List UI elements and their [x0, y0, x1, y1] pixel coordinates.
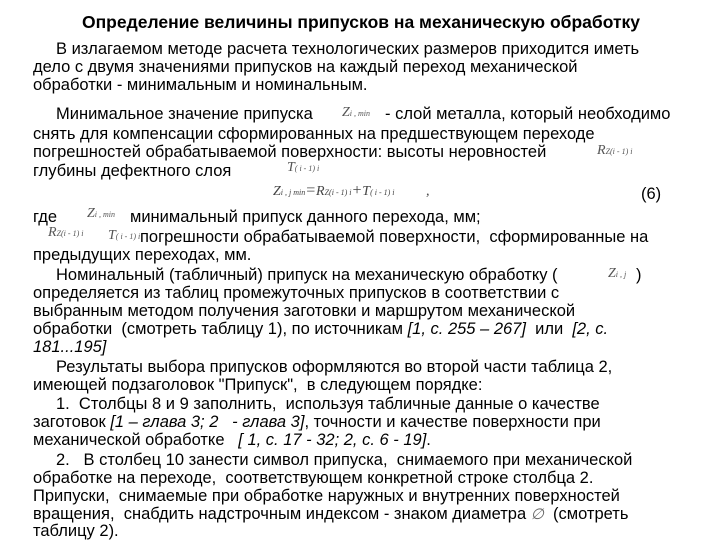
reference-link: 181...195]	[33, 338, 107, 356]
text-line: глубины дефектного слоя	[33, 162, 232, 180]
text-line: погрешностей обрабатываемой поверхности: высоты неровностей	[33, 143, 547, 161]
text-line: )	[636, 266, 642, 284]
text-line: выбранным методом получения заготовки и маршрутом механической	[33, 302, 576, 320]
text-line: заготовок [1 – глава 3; 2 - глава 3], точности и качестве поверхности при	[33, 413, 601, 431]
text-line: дело с двумя значениями припусков на каждый переход механической	[33, 58, 578, 76]
formula-t: T( i - 1) i	[108, 228, 141, 243]
formula-r: RZ(i - 1) i	[597, 143, 633, 158]
reference-link: [1 – глава 3; 2 - глава 3]	[110, 413, 305, 431]
text-line: обработки - минимальным и номинальным.	[33, 76, 368, 94]
text-line: имеющей подзаголовок "Припуск", в следующем порядке:	[33, 376, 483, 394]
equation-6: Zi , j min=RZ(i - 1) i+T( i - 1) i ,	[273, 182, 430, 199]
formula-z-min: Zi , min	[342, 105, 371, 120]
formula-r: RZ(i - 1) i	[48, 225, 84, 240]
reference-link: [2, с.	[572, 320, 609, 338]
text-line: где	[33, 208, 58, 226]
text-line: Результаты выбора припусков оформляются во второй части таблица 2,	[56, 358, 613, 376]
text-line: обработки (смотреть таблицу 1), по источникам [1, с. 255 – 267] или [2, с.	[33, 320, 609, 338]
text-line: Номинальный (табличный) припуск на механическую обработку (	[56, 266, 558, 284]
text-line: таблицу 2).	[33, 522, 119, 540]
diameter-icon: ∅	[530, 507, 544, 523]
text-line: погрешности обрабатываемой поверхности, сформированные на	[140, 228, 649, 246]
text-line: - слой металла, который необходимо	[385, 105, 671, 123]
text-line: 1. Столбцы 8 и 9 заполнить, используя табличные данные о качестве	[56, 395, 600, 413]
text-line: обработке на переходе, соответствующем конкретной строке столбца 2.	[33, 469, 594, 487]
formula-t: T( i - 1) i	[287, 160, 320, 175]
equation-number: (6)	[641, 185, 662, 203]
text-line: определяется из таблиц промежуточных припусков в соответствии с	[33, 284, 560, 302]
reference-link: [1, с. 255 – 267]	[407, 320, 526, 338]
page-title: Определение величины припусков на механическую обработку	[82, 12, 641, 32]
reference-link: [ 1, с. 17 - 32; 2, с. 6 - 19]	[238, 431, 427, 449]
text-line: механической обработке [ 1, с. 17 - 32; 2, с. 6 - 19].	[33, 431, 431, 449]
text-line: В излагаемом методе расчета технологических размеров приходится иметь	[56, 40, 640, 58]
text-line: 2. В столбец 10 занести символ припуска, снимаемого при механической	[56, 451, 633, 469]
text-line: Минимальное значение припуска	[56, 105, 313, 123]
text-line: снять для компенсации сформированных на предшествующем переходе	[33, 125, 595, 143]
text-line: минимальный припуск данного перехода, мм;	[130, 208, 481, 226]
text-line: Припуски, снимаемые при обработке наружных и внутренних поверхностей	[33, 487, 620, 505]
formula-z-min: Zi , min	[87, 206, 116, 221]
text-line: вращения, снабдить надстрочным индексом - знаком диаметра ∅ (смотреть	[33, 505, 629, 523]
formula-z-nominal: Zi , j	[608, 266, 627, 281]
text-line: предыдущих переходах, мм.	[33, 246, 252, 264]
